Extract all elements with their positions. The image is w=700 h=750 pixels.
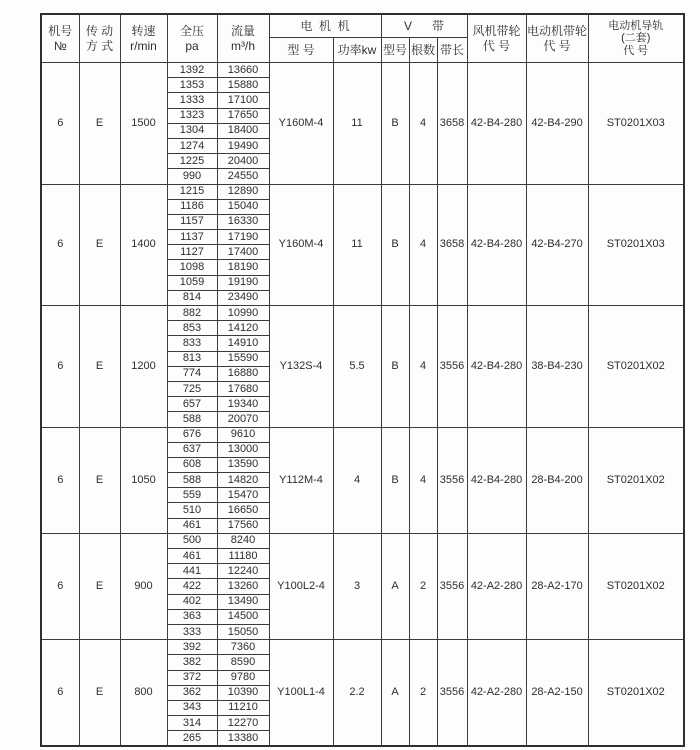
cell-belt-type: B <box>381 306 409 428</box>
cell-pressure: 725 <box>167 381 217 396</box>
cell-drive-mode: E <box>79 63 120 185</box>
cell-pressure: 1333 <box>167 93 217 108</box>
cell-pressure: 1186 <box>167 199 217 214</box>
cell-pressure: 1215 <box>167 184 217 199</box>
cell-rpm: 800 <box>120 640 167 746</box>
cell-pressure: 1225 <box>167 154 217 169</box>
cell-pressure: 588 <box>167 473 217 488</box>
cell-flow: 17190 <box>217 230 269 245</box>
cell-drive-mode: E <box>79 306 120 428</box>
cell-motor-power: 4 <box>333 427 381 533</box>
cell-flow: 18400 <box>217 123 269 138</box>
cell-flow: 10990 <box>217 306 269 321</box>
header-machine-no <box>41 14 79 63</box>
cell-pressure: 1392 <box>167 63 217 78</box>
cell-belt-count: 2 <box>409 533 437 639</box>
cell-machine-no: 6 <box>41 427 79 533</box>
cell-flow: 19340 <box>217 397 269 412</box>
cell-pressure: 265 <box>167 731 217 746</box>
cell-pressure: 1059 <box>167 275 217 290</box>
cell-machine-no: 6 <box>41 184 79 306</box>
cell-pressure: 392 <box>167 640 217 655</box>
cell-pressure: 1274 <box>167 138 217 153</box>
cell-flow: 13260 <box>217 579 269 594</box>
cell-flow: 17680 <box>217 381 269 396</box>
header-fan-pulley <box>467 14 526 63</box>
table-body <box>41 63 684 746</box>
cell-belt-length: 3658 <box>437 63 467 185</box>
cell-pressure: 657 <box>167 397 217 412</box>
header-pressure-line1: 全压 <box>179 24 204 39</box>
cell-flow: 14910 <box>217 336 269 351</box>
cell-motor-power: 11 <box>333 63 381 185</box>
cell-rail-code: ST0201X03 <box>588 184 684 306</box>
cell-flow: 18190 <box>217 260 269 275</box>
cell-drive-mode: E <box>79 427 120 533</box>
cell-flow: 17100 <box>217 93 269 108</box>
cell-fan-pulley: 42-A2-280 <box>467 640 526 746</box>
cell-motor-model: Y160M-4 <box>269 63 333 185</box>
header-pressure-line2: pa <box>185 38 199 53</box>
cell-rpm: 1400 <box>120 184 167 306</box>
header-machine-no-line2: № <box>53 38 67 53</box>
cell-flow: 13000 <box>217 442 269 457</box>
cell-belt-count: 4 <box>409 184 437 306</box>
header-motor-rail-line2: (二套) <box>621 32 651 45</box>
cell-flow: 16880 <box>217 366 269 381</box>
cell-fan-pulley: 42-B4-280 <box>467 306 526 428</box>
cell-pressure: 343 <box>167 700 217 715</box>
cell-rpm: 1500 <box>120 63 167 185</box>
cell-motor-power: 5.5 <box>333 306 381 428</box>
cell-drive-mode: E <box>79 184 120 306</box>
cell-rpm: 900 <box>120 533 167 639</box>
cell-pressure: 372 <box>167 670 217 685</box>
header-motor-power: 功率kw <box>333 38 381 63</box>
cell-flow: 11180 <box>217 549 269 564</box>
cell-flow: 13660 <box>217 63 269 78</box>
cell-pressure: 422 <box>167 579 217 594</box>
header-drive-line2: 方 式 <box>85 38 114 53</box>
cell-pressure: 1304 <box>167 123 217 138</box>
header-flow-line1: 流量 <box>230 24 255 39</box>
cell-machine-no: 6 <box>41 63 79 185</box>
cell-pressure: 608 <box>167 457 217 472</box>
cell-pressure: 333 <box>167 624 217 639</box>
cell-pressure: 990 <box>167 169 217 184</box>
header-motor-model: 型 号 <box>269 38 333 63</box>
cell-machine-no: 6 <box>41 306 79 428</box>
cell-pressure: 559 <box>167 488 217 503</box>
cell-pressure: 362 <box>167 685 217 700</box>
cell-motor-model: Y132S-4 <box>269 306 333 428</box>
header-drive-line1: 传 动 <box>85 24 114 39</box>
cell-pressure: 510 <box>167 503 217 518</box>
cell-pressure: 382 <box>167 655 217 670</box>
cell-belt-count: 4 <box>409 306 437 428</box>
cell-flow: 19190 <box>217 275 269 290</box>
cell-rail-code: ST0201X03 <box>588 63 684 185</box>
cell-belt-type: A <box>381 640 409 746</box>
cell-belt-count: 4 <box>409 63 437 185</box>
header-motor-rail-line3: 代 号 <box>623 44 649 57</box>
header-belt-count: 根数 <box>409 38 437 63</box>
cell-flow: 19490 <box>217 138 269 153</box>
cell-fan-pulley: 42-A2-280 <box>467 533 526 639</box>
cell-pressure: 461 <box>167 549 217 564</box>
cell-pressure: 1353 <box>167 78 217 93</box>
cell-pressure: 1323 <box>167 108 217 123</box>
header-vbelt-group: V 带 <box>381 14 467 38</box>
cell-rail-code: ST0201X02 <box>588 427 684 533</box>
cell-flow: 7360 <box>217 640 269 655</box>
cell-flow: 20400 <box>217 154 269 169</box>
cell-fan-pulley: 42-B4-280 <box>467 63 526 185</box>
cell-flow: 9610 <box>217 427 269 442</box>
cell-fan-pulley: 42-B4-280 <box>467 427 526 533</box>
cell-pressure: 1098 <box>167 260 217 275</box>
header-machine-no-line1: 机号 <box>48 24 73 39</box>
cell-flow: 15470 <box>217 488 269 503</box>
cell-motor-model: Y100L1-4 <box>269 640 333 746</box>
cell-flow: 17400 <box>217 245 269 260</box>
cell-pressure: 833 <box>167 336 217 351</box>
cell-pressure: 813 <box>167 351 217 366</box>
cell-belt-type: B <box>381 427 409 533</box>
cell-motor-pulley: 42-B4-290 <box>526 63 588 185</box>
table-row <box>41 63 684 78</box>
cell-pressure: 363 <box>167 609 217 624</box>
cell-flow: 17650 <box>217 108 269 123</box>
header-flow-line2: m³/h <box>231 38 255 53</box>
cell-motor-model: Y160M-4 <box>269 184 333 306</box>
cell-flow: 10390 <box>217 685 269 700</box>
table-row <box>41 640 684 655</box>
header-motor-group: 电 机 机 <box>269 14 381 38</box>
table-header <box>41 14 684 63</box>
cell-motor-pulley: 28-A2-150 <box>526 640 588 746</box>
cell-flow: 16650 <box>217 503 269 518</box>
cell-flow: 9780 <box>217 670 269 685</box>
cell-flow: 16330 <box>217 214 269 229</box>
cell-pressure: 1157 <box>167 214 217 229</box>
cell-flow: 17560 <box>217 518 269 533</box>
cell-pressure: 853 <box>167 321 217 336</box>
header-rpm-line1: 转速 <box>131 24 156 39</box>
cell-flow: 15040 <box>217 199 269 214</box>
header-drive-mode <box>79 14 120 63</box>
cell-belt-length: 3556 <box>437 640 467 746</box>
cell-flow: 14820 <box>217 473 269 488</box>
cell-flow: 13380 <box>217 731 269 746</box>
header-belt-length: 带长 <box>437 38 467 63</box>
cell-rail-code: ST0201X02 <box>588 306 684 428</box>
cell-belt-length: 3658 <box>437 184 467 306</box>
cell-flow: 12890 <box>217 184 269 199</box>
cell-belt-count: 4 <box>409 427 437 533</box>
cell-drive-mode: E <box>79 533 120 639</box>
header-motor-rail <box>588 14 684 63</box>
cell-belt-length: 3556 <box>437 533 467 639</box>
cell-pressure: 1137 <box>167 230 217 245</box>
table-row <box>41 427 684 442</box>
cell-rpm: 1200 <box>120 306 167 428</box>
header-fan-pulley-line2: 代 号 <box>482 38 511 53</box>
header-pressure <box>167 14 217 63</box>
cell-machine-no: 6 <box>41 640 79 746</box>
header-motor-pulley-line1: 电动机带轮 <box>526 24 587 39</box>
cell-flow: 13590 <box>217 457 269 472</box>
fan-motor-spec-table <box>40 13 685 747</box>
cell-flow: 12240 <box>217 564 269 579</box>
cell-pressure: 1127 <box>167 245 217 260</box>
cell-drive-mode: E <box>79 640 120 746</box>
cell-flow: 15880 <box>217 78 269 93</box>
cell-belt-length: 3556 <box>437 306 467 428</box>
header-rpm-line2: r/min <box>130 38 157 53</box>
cell-rail-code: ST0201X02 <box>588 533 684 639</box>
cell-motor-pulley: 38-B4-230 <box>526 306 588 428</box>
cell-motor-pulley: 28-B4-200 <box>526 427 588 533</box>
cell-motor-power: 3 <box>333 533 381 639</box>
header-motor-pulley <box>526 14 588 63</box>
table-row <box>41 533 684 548</box>
cell-motor-model: Y100L2-4 <box>269 533 333 639</box>
cell-pressure: 676 <box>167 427 217 442</box>
table-row <box>41 184 684 199</box>
cell-flow: 14120 <box>217 321 269 336</box>
cell-pressure: 882 <box>167 306 217 321</box>
cell-flow: 15050 <box>217 624 269 639</box>
cell-pressure: 637 <box>167 442 217 457</box>
cell-flow: 13490 <box>217 594 269 609</box>
cell-rail-code: ST0201X02 <box>588 640 684 746</box>
cell-motor-pulley: 42-B4-270 <box>526 184 588 306</box>
cell-belt-type: A <box>381 533 409 639</box>
cell-flow: 8590 <box>217 655 269 670</box>
header-motor-rail-line1: 电动机导轨 <box>608 20 664 33</box>
cell-machine-no: 6 <box>41 533 79 639</box>
cell-pressure: 402 <box>167 594 217 609</box>
cell-flow: 20070 <box>217 412 269 427</box>
cell-flow: 12270 <box>217 716 269 731</box>
cell-pressure: 500 <box>167 533 217 548</box>
cell-motor-power: 11 <box>333 184 381 306</box>
cell-motor-model: Y112M-4 <box>269 427 333 533</box>
header-flow <box>217 14 269 63</box>
table-row <box>41 306 684 321</box>
cell-motor-power: 2.2 <box>333 640 381 746</box>
cell-pressure: 461 <box>167 518 217 533</box>
cell-flow: 8240 <box>217 533 269 548</box>
cell-belt-count: 2 <box>409 640 437 746</box>
cell-pressure: 588 <box>167 412 217 427</box>
cell-rpm: 1050 <box>120 427 167 533</box>
cell-belt-length: 3556 <box>437 427 467 533</box>
cell-pressure: 774 <box>167 366 217 381</box>
cell-flow: 11210 <box>217 700 269 715</box>
cell-belt-type: B <box>381 184 409 306</box>
cell-flow: 15590 <box>217 351 269 366</box>
cell-fan-pulley: 42-B4-280 <box>467 184 526 306</box>
cell-pressure: 441 <box>167 564 217 579</box>
header-fan-pulley-line1: 风机带轮 <box>472 24 521 39</box>
cell-pressure: 314 <box>167 716 217 731</box>
header-belt-model: 型号 <box>381 38 409 63</box>
cell-belt-type: B <box>381 63 409 185</box>
cell-flow: 24550 <box>217 169 269 184</box>
header-rpm <box>120 14 167 63</box>
cell-motor-pulley: 28-A2-170 <box>526 533 588 639</box>
cell-flow: 23490 <box>217 290 269 305</box>
cell-pressure: 814 <box>167 290 217 305</box>
cell-flow: 14500 <box>217 609 269 624</box>
header-motor-pulley-line2: 代 号 <box>543 38 571 53</box>
